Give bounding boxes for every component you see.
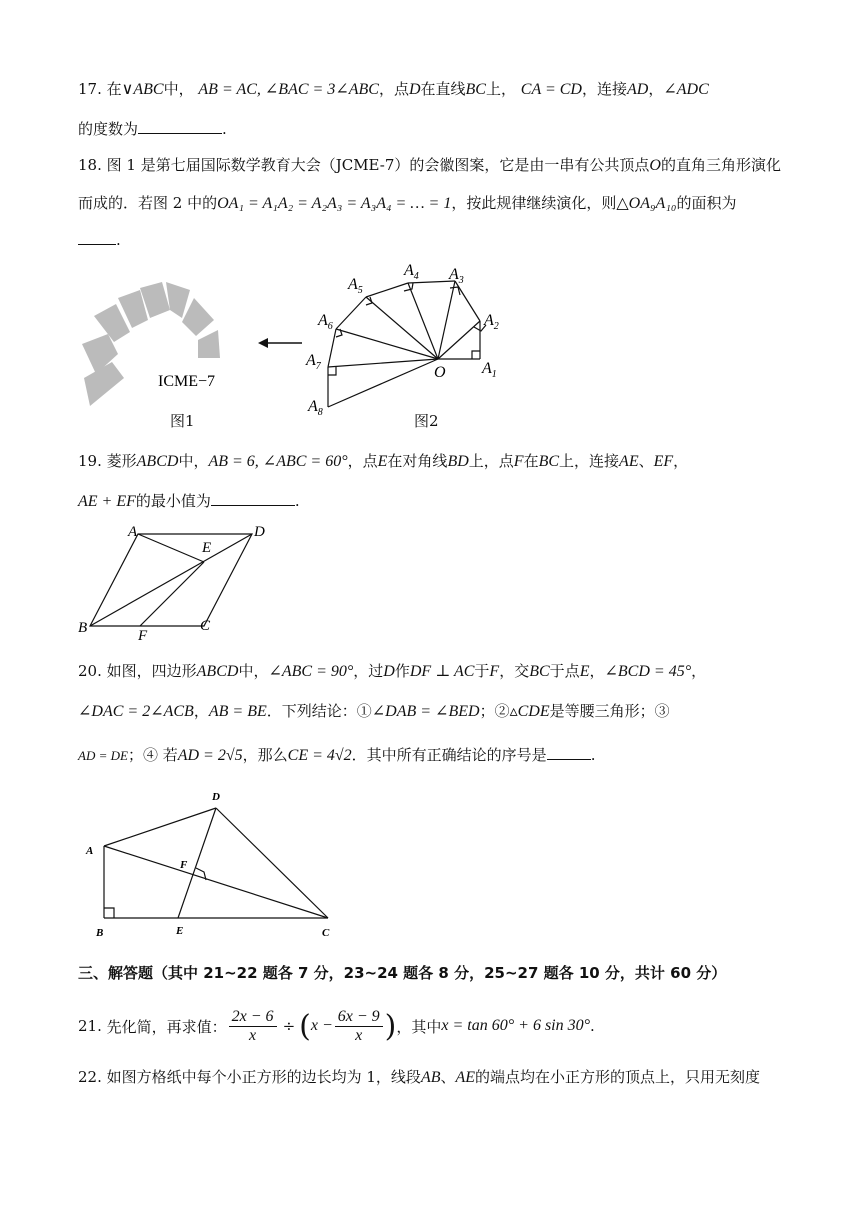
q20-math: E	[579, 663, 590, 680]
q20-text: 20.	[78, 662, 102, 680]
q19-text: 中，	[178, 452, 209, 470]
answer-blank[interactable]	[547, 745, 591, 760]
q17-text: ，	[648, 80, 664, 98]
q20-math: ABCD	[196, 663, 239, 680]
q17-text: 的度数为	[78, 120, 139, 138]
q18-math: O	[649, 157, 661, 174]
q17-math: BC	[465, 81, 486, 98]
fig1-caption: 图1	[170, 412, 195, 430]
answer-blank[interactable]	[211, 491, 295, 506]
q18-text: .	[116, 231, 121, 249]
q22-math: AE	[455, 1069, 476, 1086]
q20-math: AD = 2√5	[177, 747, 243, 764]
rhombus-figure	[76, 522, 276, 642]
q19-text: 、	[638, 452, 654, 470]
q20-line2	[78, 700, 670, 721]
q22-text: 、	[440, 1068, 456, 1086]
q20-line1	[78, 660, 706, 681]
q17-line1	[78, 78, 709, 99]
q20-text: 于点	[549, 662, 580, 680]
q21-text: ÷	[282, 1017, 296, 1035]
q20-text: ．其中所有正确结论的序号是	[351, 746, 547, 764]
q20-text: 如图，四边形	[106, 662, 197, 680]
q18-text: 的直角三角形演化	[660, 156, 781, 174]
q19-text: 在	[523, 452, 539, 470]
q20-text: ；④ 若	[127, 746, 178, 764]
q18-text: 18. 图 1 是第七届国际数学教育大会（JCME-7）的会徽图案，它是由一串有公共顶点	[78, 156, 650, 174]
q21-text: 先化简，再求值：	[106, 1017, 227, 1036]
q20-text: ，	[193, 702, 209, 720]
q22-math: AB	[420, 1069, 441, 1086]
q17-condition: AB = AC, ∠BAC = 3∠ABC	[198, 81, 379, 98]
q17-text: 中，	[163, 80, 194, 98]
q17-text: 在直线	[420, 80, 466, 98]
label-A4: $A_4$	[404, 262, 419, 282]
q19-text: ，点	[347, 452, 378, 470]
q20-math: BC	[529, 663, 550, 680]
q17-text: ，点	[378, 80, 409, 98]
q21-math: x = tan 60° + 6 sin 30°	[441, 1017, 591, 1034]
q19-math: AE	[619, 453, 639, 470]
logo-text: ICME−7	[158, 373, 216, 390]
q17-text: .	[222, 120, 227, 138]
q18-text: ，按此规律继续演化，则	[451, 194, 617, 212]
q19-math: EF	[653, 453, 674, 470]
q19-text: 的最小值为	[135, 492, 211, 510]
q22-text: 22. 如图方格纸中每个小正方形的边长均为 1，线段	[78, 1068, 421, 1086]
q18-line1	[78, 154, 781, 175]
label-A3: $A_3$	[449, 266, 464, 286]
figure-2-spiral	[300, 255, 520, 425]
label-A: A	[128, 524, 138, 540]
q18-line2	[78, 192, 736, 213]
q20-text: ．下列结论：①	[266, 702, 372, 720]
icme-logo	[78, 278, 238, 418]
q22-text: 的端点均在小正方形的顶点上，只用无刻度	[475, 1068, 761, 1086]
q20-text: ，过	[353, 662, 384, 680]
q19-line1	[78, 450, 688, 471]
label-D: D	[212, 791, 220, 803]
q20-math: AD = DE	[78, 748, 128, 763]
q20-line3	[78, 744, 595, 765]
label-A6: $A_6$	[318, 312, 333, 332]
label-A1: $A_1$	[482, 360, 497, 380]
q18-text: 的面积为	[676, 194, 737, 212]
right-paren: )	[384, 1008, 397, 1044]
fig2-caption: 图2	[414, 412, 439, 430]
q21-math: x	[355, 1026, 363, 1044]
q17-math: ∠ADC	[663, 81, 709, 98]
q20-math: F	[489, 663, 500, 680]
q17-triangle: ∨ABC	[121, 81, 164, 98]
answer-blank[interactable]	[78, 230, 116, 245]
q21-text: .	[590, 1017, 595, 1035]
q21-text: ，其中	[396, 1017, 442, 1036]
q17-text: 在	[106, 80, 122, 98]
label-B: B	[96, 927, 104, 939]
q20-text: ，	[589, 662, 605, 680]
answer-blank[interactable]	[138, 119, 222, 134]
label-A8: $A_8$	[308, 398, 323, 418]
q19-text: 在对角线	[387, 452, 448, 470]
q20-text: 中，	[238, 662, 269, 680]
q20-text: ，交	[499, 662, 530, 680]
label-C: C	[322, 927, 330, 939]
q20-text: .	[590, 746, 596, 764]
q20-text: 作	[394, 662, 410, 680]
arrow-left-icon	[256, 335, 304, 351]
q21-math: 6x − 9	[335, 1008, 383, 1027]
q20-math: ▵CDE	[509, 703, 550, 720]
label-E: E	[176, 925, 184, 937]
q18-math: OA₁ = A₁A₂ = A₂A₃ = A₃A₄ = … = 1	[217, 195, 452, 212]
q20-text: 是等腰三角形；③	[549, 702, 670, 720]
q20-math: ∠BCD = 45°	[604, 663, 692, 680]
q18-math: △OA₉A₁₀	[616, 195, 677, 212]
label-A: A	[86, 845, 94, 857]
q17-text: 上，	[485, 80, 516, 98]
q19-text: 菱形	[106, 452, 137, 470]
fraction-2	[335, 1008, 383, 1045]
q17-number: 17.	[78, 80, 102, 98]
q20-math: ∠DAC = 2∠ACB	[78, 703, 194, 720]
q22-line1	[78, 1066, 760, 1087]
quadrilateral-figure	[82, 786, 342, 942]
q20-math: D	[383, 663, 395, 680]
q19-math: AE + EF	[78, 493, 136, 510]
label-E: E	[202, 540, 212, 556]
q20-text: ；②	[479, 702, 510, 720]
label-A5: $A_5$	[348, 276, 363, 296]
q20-text: 于	[474, 662, 490, 680]
q20-math: ∠DAB = ∠BED	[371, 703, 480, 720]
q18-line3	[78, 230, 121, 249]
label-B: B	[78, 620, 88, 636]
q19-math: BD	[447, 453, 469, 470]
q21-line	[78, 1004, 595, 1048]
q19-text: 上，连接	[559, 452, 620, 470]
left-paren: (	[299, 1008, 311, 1044]
q19-math: ABCD	[136, 453, 179, 470]
label-A7: $A_7$	[306, 352, 321, 372]
fraction-1	[229, 1008, 277, 1045]
q20-text: ，那么	[242, 746, 288, 764]
q20-text: ，	[691, 662, 707, 680]
q17-math: D	[408, 81, 421, 98]
q19-math: E	[377, 453, 388, 470]
q17-line2	[78, 118, 227, 139]
section-heading: 三、解答题（其中 21~22 题各 7 分，23~24 题各 8 分，25~27 题各 10 分，共计 60 分）	[78, 964, 727, 982]
q19-text: ，	[673, 452, 689, 470]
q20-math: CE = 4√2	[287, 747, 352, 764]
label-F: F	[180, 859, 188, 871]
q19-math: BC	[538, 453, 560, 470]
label-D: D	[254, 524, 265, 540]
q19-text: 上，点	[468, 452, 514, 470]
q20-math: AB = BE	[208, 703, 267, 720]
q17-math: AD	[626, 81, 649, 98]
q18-text: 而成的．若图 2 中的	[78, 194, 218, 212]
q21-math: x −	[310, 1017, 333, 1034]
label-C: C	[200, 618, 211, 634]
q19-text: .	[294, 492, 300, 510]
q21-math: x	[249, 1026, 257, 1044]
q20-math: ∠ABC = 90°	[268, 663, 354, 680]
q21-text: 21.	[78, 1017, 102, 1035]
q20-math: DF ⊥ AC	[409, 663, 475, 680]
q19-math: F	[513, 453, 524, 470]
q17-math: CA = CD	[520, 81, 582, 98]
q19-line2	[78, 490, 300, 511]
label-O: O	[434, 364, 446, 381]
q19-text: 19.	[78, 452, 102, 470]
label-A2: $A_2$	[484, 312, 499, 332]
q17-text: ，连接	[581, 80, 627, 98]
label-F: F	[138, 628, 148, 644]
q19-math: AB = 6, ∠ABC = 60°	[208, 453, 348, 470]
q21-math: 2x − 6	[229, 1008, 277, 1027]
